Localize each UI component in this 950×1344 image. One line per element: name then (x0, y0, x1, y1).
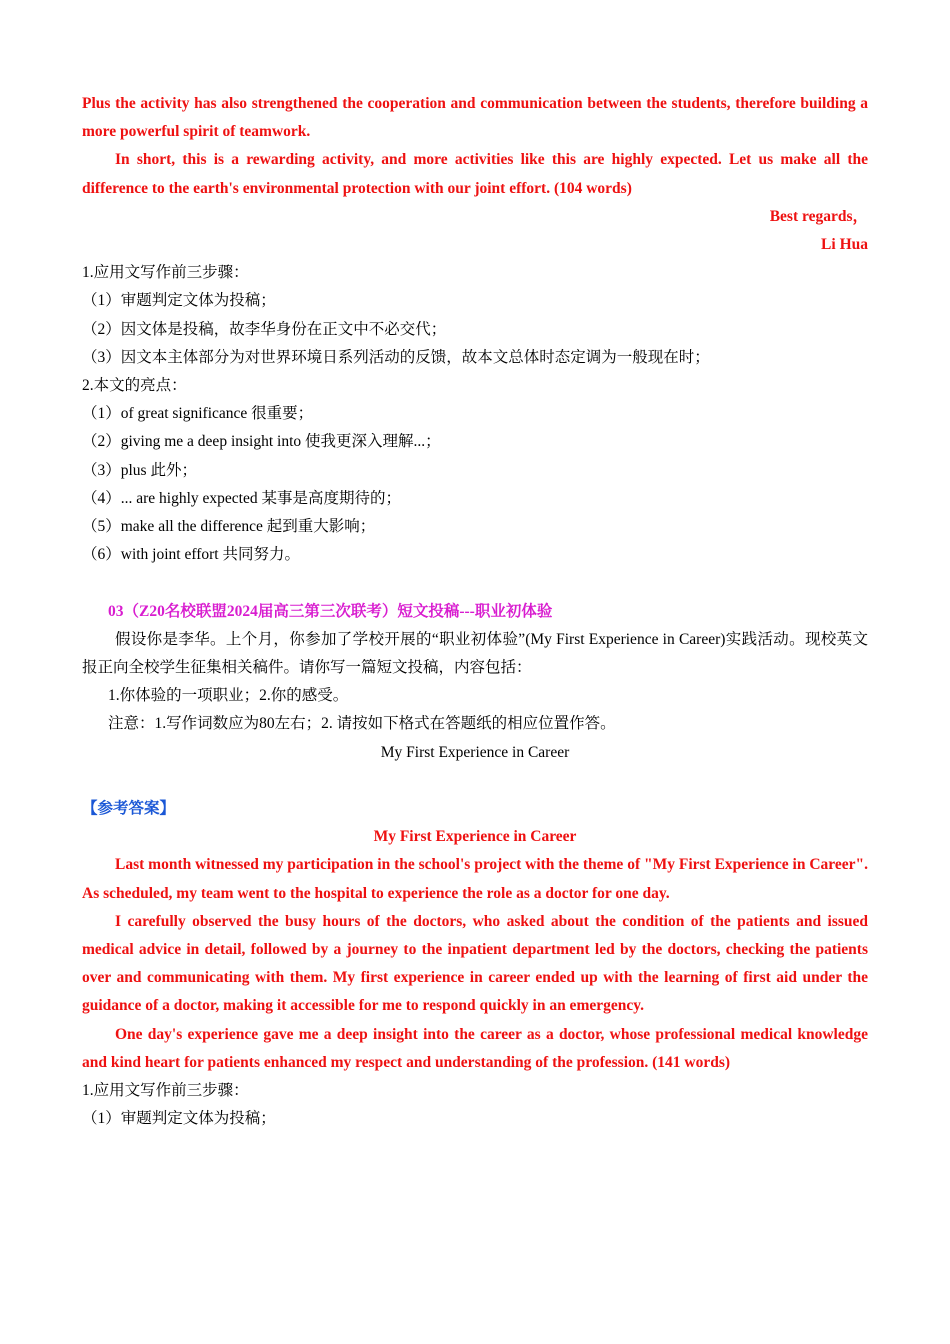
notes1-step-2: （2）因文体是投稿，故李华身份在正文中不必交代； (82, 320, 447, 338)
spacer (82, 767, 868, 795)
notes1-highlight-3: （3）plus 此外； (82, 461, 197, 479)
notes2-heading-steps: 1.应用文写作前三步骤： (82, 1082, 249, 1100)
answer-paragraph-3: One day's experience gave me a deep insight into the career as a doctor, whose professional medical knowledge and kind heart for patients enhanced my respect and understanding of the profession. (141 words) (82, 1025, 868, 1071)
answer-paragraph-2: I carefully observed the busy hours of the doctors, who asked about the condition of the patients and issued medical advice in detail, followed by a journey to the inpatient department led by the doctors, checking the patients over and communicating with them. My first experience in career ended up with the learning of first aid under the guidance of a doctor, making it accessible for me to respond quickly in an emergency. (82, 912, 868, 1015)
notes1-heading-steps: 1.应用文写作前三步骤： (82, 264, 249, 282)
answer-label: 【参考答案】 (82, 800, 176, 818)
task-title: 03（Z20名校联盟2024届高三第三次联考）短文投稿---职业初体验 (108, 602, 553, 620)
task-note: 注意：1.写作词数应为80左右；2. 请按如下格式在答题纸的相应位置作答。 (108, 715, 616, 733)
essay1-paragraph-1: Plus the activity has also strengthened the cooperation and communication between the students, therefore building a more powerful spirit of teamwork. (82, 95, 868, 141)
notes1-highlight-5: （5）make all the difference 起到重大影响； (82, 518, 376, 536)
notes1-highlight-4: （4）... are highly expected 某事是高度期待的； (82, 489, 401, 507)
notes1-highlight-2: （2）giving me a deep insight into 使我更深入理解...； (82, 433, 441, 451)
spacer (82, 569, 868, 597)
answer-title: My First Experience in Career (373, 828, 577, 846)
notes2-step-1: （1）审题判定文体为投稿； (82, 1110, 276, 1128)
task-points: 1.你体验的一项职业；2.你的感受。 (108, 687, 349, 705)
notes1-highlight-1: （1）of great significance 很重要； (82, 405, 314, 423)
notes1-heading-highlights: 2.本文的亮点： (82, 377, 187, 395)
essay1-signature: Li Hua (821, 236, 868, 254)
essay1-paragraph-2: In short, this is a rewarding activity, and more activities like this are highly expected. Let us make all the difference to the earth's environmental protection with our joint effort. (104 words) (82, 151, 868, 197)
notes1-step-1: （1）审题判定文体为投稿； (82, 292, 276, 310)
task-intro: 假设你是李华。上个月，你参加了学校开展的“职业初体验”(My First Experience in Career)实践活动。现校英文报正向全校学生征集相关稿件。请你写一篇短文投稿，内容包括： (82, 630, 868, 677)
notes1-highlight-6: （6）with joint effort 共同努力。 (82, 546, 300, 564)
notes1-step-3: （3）因文本主体部分为对世界环境日系列活动的反馈，故本文总体时态定调为一般现在时； (82, 348, 710, 366)
task-format-title: My First Experience in Career (380, 743, 570, 761)
essay1-closing: Best regards， (769, 207, 868, 225)
document-page (82, 90, 868, 1133)
answer-paragraph-1: Last month witnessed my participation in the school's project with the theme of "My First Experience in Career". As scheduled, my team went to the hospital to experience the role as a doctor for one day. (82, 856, 868, 902)
